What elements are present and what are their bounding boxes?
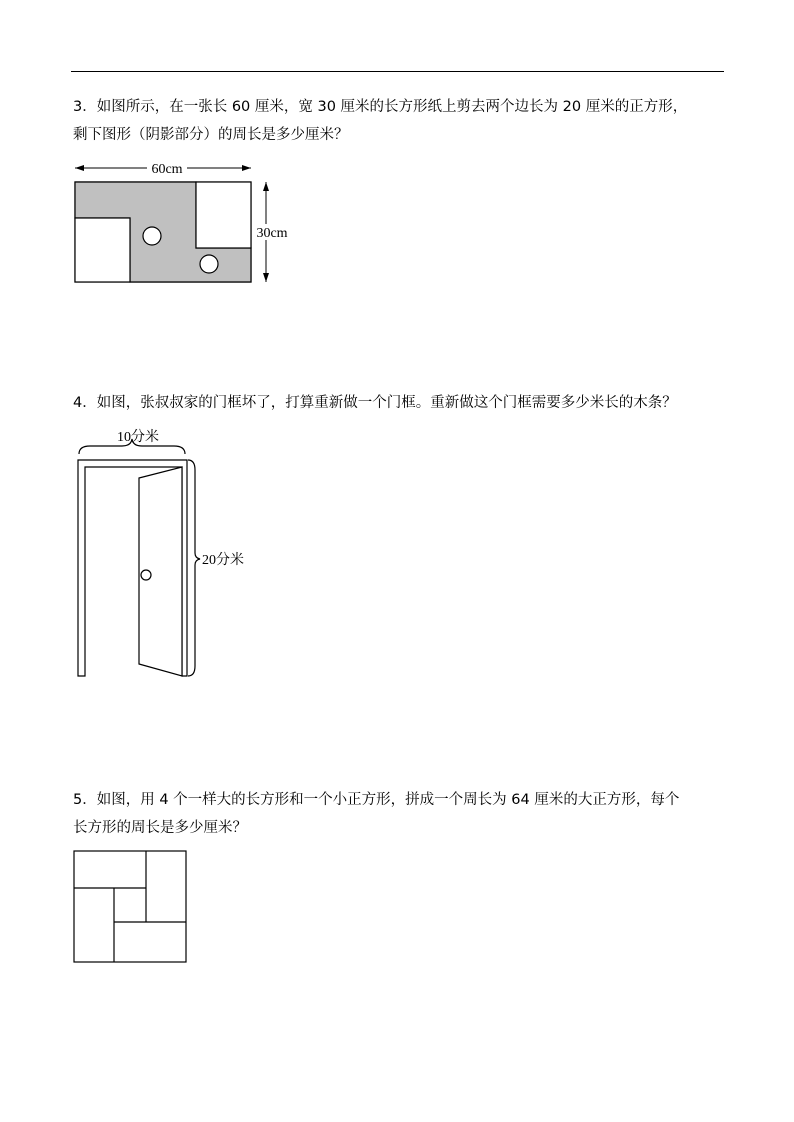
question-4-line-1: 4．如图，张叔叔家的门框坏了，打算重新做一个门框。重新做这个门框需要多少米长的木条？ [73,395,677,411]
question-5-line-1: 5．如图，用 4 个一样大的长方形和一个小正方形，拼成一个周长为 64 厘米的大正方形，每个 [73,792,680,808]
question-3-line-2: 剩下图形（阴影部分）的周长是多少厘米？ [73,127,349,143]
q4-height-label: 20分米 [202,553,244,568]
q4-width-label: 10分米 [117,430,159,445]
q3-height-label: 30cm [256,226,288,241]
q3-width-label: 60cm [151,162,183,177]
question-3-line-1: 3．如图所示，在一张长 60 厘米，宽 30 厘米的长方形纸上剪去两个边长为 20 厘米的正方形， [73,99,688,115]
q5-big-square [74,851,186,962]
question-5-line-2: 长方形的周长是多少厘米？ [73,820,247,836]
